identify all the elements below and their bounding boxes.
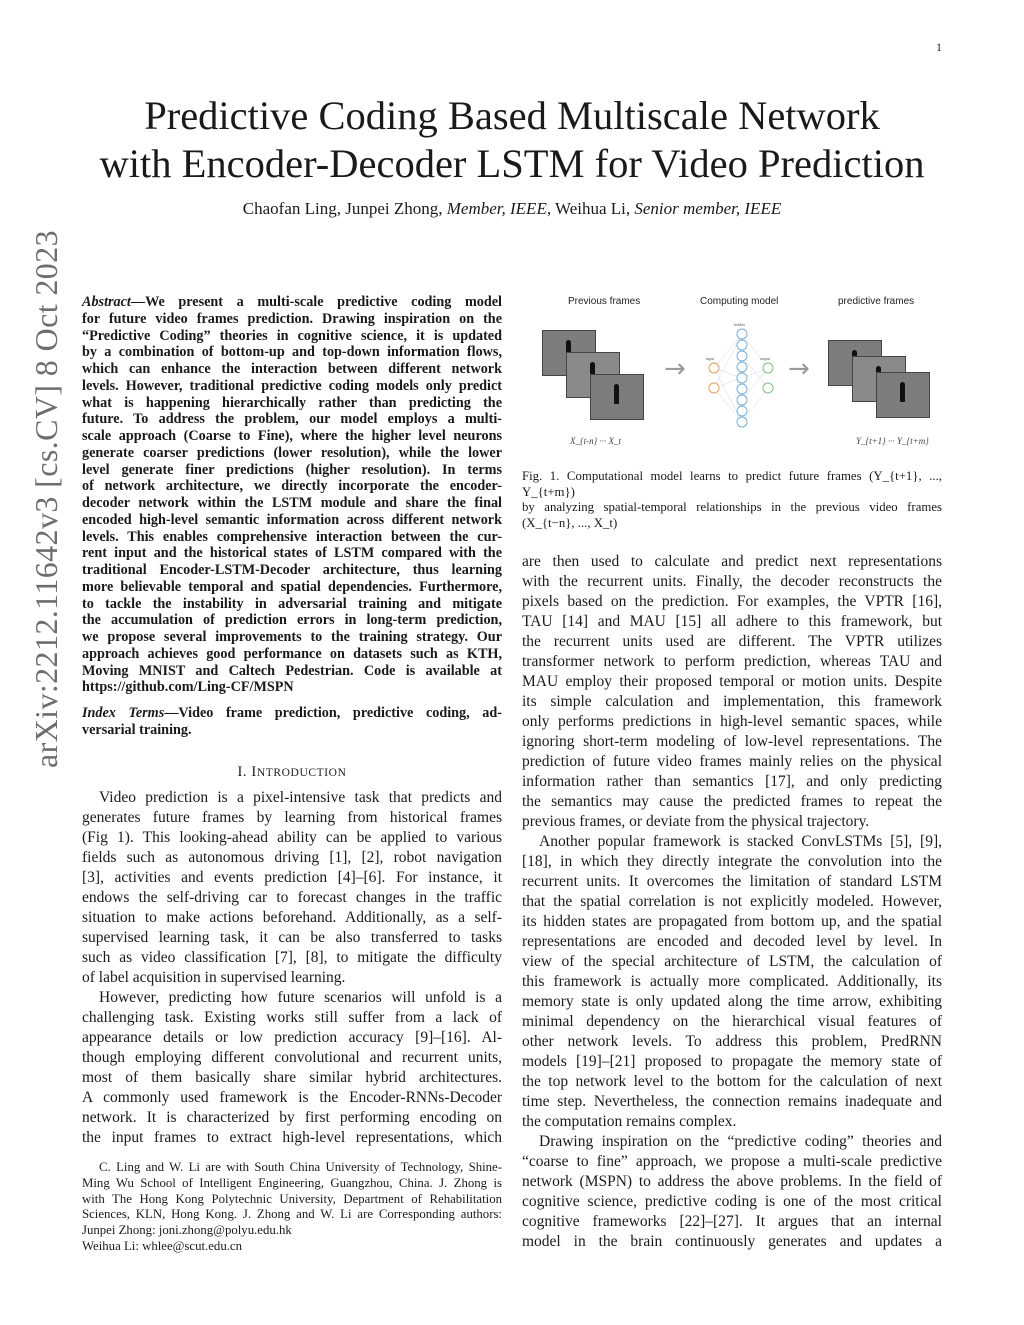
body-line: other network levels. To address this problem, PredRNN [522,1033,942,1050]
caption-line: by analyzing spatial-temporal relationships in the previous video frames [522,500,942,514]
label-computing-model: Computing model [700,296,779,307]
body-line: models [19]–[21] proposed to propagate the memory state of [522,1053,942,1070]
abstract-line: of network architecture, we directly incorporate the encoder- [82,478,502,495]
title-line-1: Predictive Coding Based Multiscale Network [144,93,880,138]
footnote-email[interactable]: Junpei Zhong: joni.zhong@polyu.edu.hk [82,1223,292,1238]
body-line: though employing different convolutional and recurrent units, [82,1049,502,1066]
body-line: network. It is characterized by first performing encoding on [82,1109,502,1126]
body-line: appearance details or low prediction accuracy [9]–[16]. Al- [82,1029,502,1046]
body-line: the semantics may cause the predicted frames to repeat the [522,793,942,810]
input-node-label: input [706,356,715,361]
label-predictive-frames: predictive frames [838,296,915,307]
abstract-line: encoded high-level semantic information across different network [82,511,502,528]
label-previous-frames: Previous frames [568,296,641,307]
output-node-label: output [760,356,771,361]
body-line: are then used to calculate and predict next representations [522,553,942,570]
abstract-line: Moving MNIST and Caltech Pedestrian. Code is available at [82,662,502,679]
body-line: cognitive science, predictive coding is one of the most critical [522,1193,942,1210]
footnote-email[interactable]: Weihua Li: whlee@scut.edu.cn [82,1238,242,1253]
author-role-2: Senior member, IEEE [634,199,782,218]
body-line: the top network level to the bottom for the calculation of next [522,1073,942,1090]
body-line: model in the brain continuously generates and updates a [522,1233,942,1250]
footnote-line: C. Ling and W. Li are with South China University of Technology, Shine- [99,1160,502,1174]
abstract-link[interactable]: https://github.com/Ling-CF/MSPN [82,679,294,696]
abstract-line: Abstract—We present a multi-scale predictive coding model [82,294,502,310]
index-line: versarial training. [82,721,192,738]
abstract-line: level generate finer predictions (higher resolution). In terms [82,461,502,478]
body-line: [18], in which they directly integrate the convolution into the [522,853,942,870]
body-line: representations are encoded and decoded level by level. In [522,933,942,950]
abstract-line: levels. However, traditional predictive coding models only predict [82,377,502,394]
index-terms [82,705,502,739]
section-heading: I. INTRODUCTION [237,764,347,780]
footnote [82,1160,502,1255]
abstract-line: decoder network within the LSTM module and share the final [82,495,502,511]
body-line: memory state is only updated along the time arrow, exhibiting [522,993,942,1010]
body-line: TAU [14] and MAU [15] all adhere to this framework, but [522,613,942,630]
abstract [82,294,502,696]
body-line: pixels based on the prediction. For examples, the VPTR [16], [522,593,942,610]
body-line: previous frames, or deviate from the physical trajectory. [522,813,870,830]
caption-line: Fig. 1. Computational model learns to predict future frames (Y_{t+1}, ..., Y_{t+m}) [522,469,942,499]
body-line: the computation remains complex. [522,1113,737,1130]
abstract-line: which can enhance the interaction between different network [82,361,502,377]
caption-line: (X_{t−n}, ..., X_t) [522,515,618,530]
body-line: supervised learning task, it can be also transferred to tasks [82,929,502,946]
body-line: Another popular framework is stacked ConvLSTMs [5], [9], [539,833,942,850]
predicted-frame-3 [876,372,930,418]
body-line: Drawing inspiration on the “predictive coding” theories and [539,1133,942,1150]
body-line: its simple calculation and implementation, this framework [522,693,942,710]
abstract-line: scale approach (Coarse to Fine), where the higher level neurons [82,428,502,444]
body-line: time step. Nevertheless, the connection remains inadequate and [522,1093,942,1110]
abstract-line: by a combination of bottom-up and top-down information flows, [82,344,502,361]
footnote-line: Ming Wu School of Intelligent Engineering, Guangzhou, China. J. Zhong is [82,1175,502,1190]
author-list [60,199,964,219]
abstract-line: we propose several improvements to the training strategy. Our [82,629,502,645]
neural-network-diagram [702,318,782,438]
body-line: that the spatial correlation is not explicitly modeled. However, [522,893,942,910]
body-line: minimal dependency on the hierarchical visual features of [522,1013,942,1030]
abstract-line: rent input and the historical states of LSTM compared with the [82,545,502,562]
body-line: such as video classification [7], [8], to mitigate the difficulty [82,949,502,966]
body-line: “coarse to fine” approach, we propose a multi-scale predictive [522,1153,942,1170]
body-line: only performs predictions in high-level semantic spaces, while [522,713,942,730]
body-line: [3], activities and events prediction [4]–[6]. For instance, it [82,869,502,886]
label-x-sequence: X_{t-n} ··· X_t [570,436,621,446]
abstract-line: “Predictive Coding” theories in cognitive science, it is updated [82,327,502,344]
body-line: (Fig 1). This looking-ahead ability can be applied to various [82,829,502,846]
title-line-2: with Encoder-Decoder LSTM for Video Prediction [99,141,925,186]
body-line: generates future frames by learning from historical frames [82,809,502,826]
abstract-line: more believable temporal and spatial dependencies. Furthermore, [82,578,502,595]
body-line: fields such as autonomous driving [1], [2], robot navigation [82,849,502,866]
arxiv-watermark: arXiv:2212.11642v3 [cs.CV] 8 Oct 2023 [28,230,64,768]
abstract-line: to tackle the instability in adversarial training and mitigate [82,595,502,612]
body-line: situation to make actions beforehand. Additionally, as a self- [82,909,502,926]
footnote-line: Sciences, KLN, Hong Kong. J. Zhong and W. Li are Corresponding authors: [82,1207,502,1222]
body-line: ignoring short-term modeling of low-level representations. The [522,733,942,750]
abstract-line: the accumulation of prediction errors in long-term prediction, [82,612,502,629]
body-line: MAU employ their proposed temporal or motion units. Despite [522,673,942,690]
author-role-1: Member, IEEE [446,199,547,218]
author-names-2: , Weihua Li, [546,199,635,218]
hidden-node-label: hidden [734,322,745,327]
figure-caption [522,469,942,531]
input-frame-3 [590,374,644,420]
body-line: this framework is actually more complicated. Additionally, its [522,973,942,990]
intro-body [82,788,502,1148]
body-line: prediction of future video frames mainly relies on the physical [522,753,942,770]
author-names-1: Chaofan Ling, Junpei Zhong, [242,199,447,218]
page-number: 1 [936,40,942,54]
body-line: A commonly used framework is the Encoder-RNNs-Decoder [82,1089,502,1106]
body-line: recurrent units. It overcomes the limitation of standard LSTM [522,873,942,890]
body-line: cognitive frameworks [22]–[27]. It argues that an internal [522,1213,942,1230]
body-line: most of them basically share similar hybrid architectures. [82,1069,502,1086]
body-line: its hidden states are propagated from bottom up, and the spatial [522,913,942,930]
paper-title [60,92,964,188]
abstract-label: Abstract [82,294,131,310]
body-line: information rather than semantics [17], and only predicting [522,773,942,790]
body-line: the input frames to extract high-level representations, which [82,1129,502,1146]
abstract-line: traditional Encoder-LSTM-Decoder architecture, thus learning [82,562,502,578]
body-line: network (MSPN) to address the above problems. In the field of [522,1173,942,1190]
footnote-line: with The Hong Kong Polytechnic University, Department of Rehabilitation [82,1191,502,1206]
arrow-right-icon: → [788,354,810,384]
abstract-line: levels. This enables comprehensive interaction between the cur- [82,528,502,545]
body-line: challenging task. Existing works still suffer from a lack of [82,1009,502,1026]
body-line: transformer network to perform prediction, whereas TAU and [522,653,942,670]
abstract-line: approach achieves good performance on datasets such as KTH, [82,645,502,662]
index-line: Index Terms—Video frame prediction, predictive coding, ad- [82,705,502,721]
abstract-line: for future video frames prediction. Drawing inspiration on the [82,310,502,327]
body-line: the recurrent units used are different. The VPTR utilizes [522,633,942,650]
arrow-right-icon: → [664,354,686,384]
index-label: Index Terms [82,705,165,721]
abstract-line: future. To address the problem, our model employs a multi- [82,411,502,428]
right-column-body [522,552,942,1252]
body-line: However, predicting how future scenarios will unfold is a [99,989,502,1006]
label-y-sequence: Y_{t+1} ··· Y_{t+m} [856,436,929,446]
body-line: endows the self-driving car to forecast changes in the traffic [82,889,502,906]
figure-1 [522,290,942,460]
abstract-line: what is happening hierarchically rather than predicting the [82,394,502,411]
body-line: view of the special architecture of LSTM, the calculation of [522,953,942,970]
abstract-line: generate coarser predictions (lower resolution), while the lower [82,444,502,461]
body-line: with the recurrent units. Finally, the decoder reconstructs the [522,573,942,590]
body-line: of label acquisition in supervised learning. [82,969,346,986]
body-line: Video prediction is a pixel-intensive task that predicts and [99,789,502,806]
